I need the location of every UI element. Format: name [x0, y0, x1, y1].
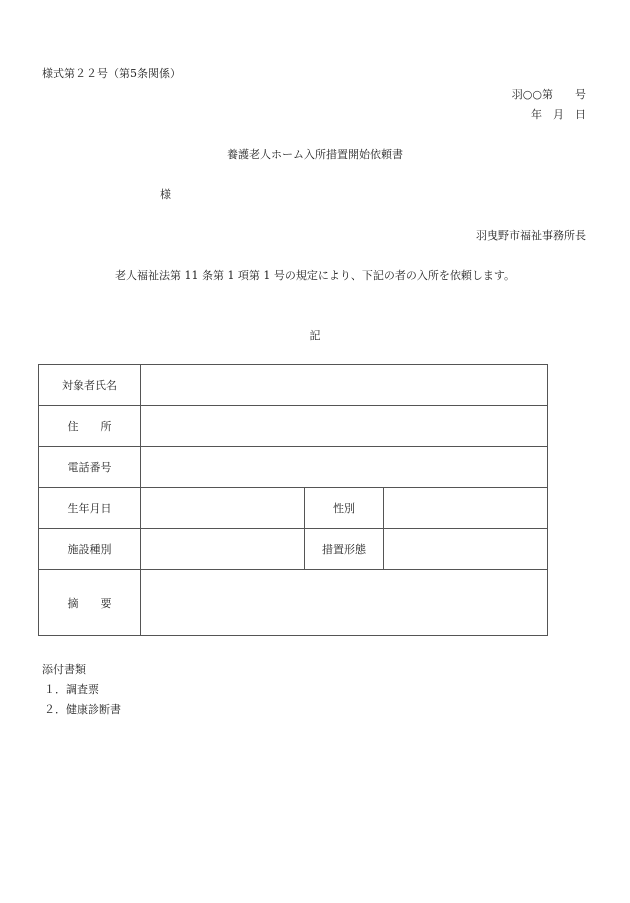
name-label: 対象者氏名 [39, 365, 141, 406]
address-field[interactable] [141, 406, 548, 447]
addressee: 様 [160, 188, 171, 201]
form-number: 様式第２２号（第5条関係） [42, 67, 181, 80]
table-row-name [39, 365, 548, 406]
summary-label: 摘 要 [39, 570, 141, 636]
table-row-summary [39, 570, 548, 636]
body-text: 老人福祉法第 11 条第 1 項第 1 号の規定により、下記の者の入所を依頼します。 [114, 269, 516, 282]
summary-field[interactable] [141, 570, 548, 636]
sex-field[interactable] [384, 488, 548, 529]
birth-field[interactable] [141, 488, 305, 529]
date-line: 年 月 日 [531, 108, 586, 121]
address-label: 住 所 [39, 406, 141, 447]
table-row-facility [39, 529, 548, 570]
table-row-address [39, 406, 548, 447]
measure-form-field[interactable] [384, 529, 548, 570]
sex-label: 性別 [305, 488, 384, 529]
attachments-heading: 添付書類 [42, 663, 86, 676]
attachment-item: ２．健康診断書 [44, 703, 121, 716]
measure-form-label: 措置形態 [305, 529, 384, 570]
issuer: 羽曳野市福祉事務所長 [476, 229, 586, 242]
name-field[interactable] [141, 365, 548, 406]
facility-type-label: 施設種別 [39, 529, 141, 570]
phone-label: 電話番号 [39, 447, 141, 488]
birth-label: 生年月日 [39, 488, 141, 529]
table-row-phone [39, 447, 548, 488]
phone-field[interactable] [141, 447, 548, 488]
facility-type-field[interactable] [141, 529, 305, 570]
table-row-birth [39, 488, 548, 529]
info-table [38, 364, 548, 636]
attachment-item: １．調査票 [44, 683, 99, 696]
document-title: 養護老人ホーム入所措置開始依頼書 [227, 148, 403, 161]
ki-heading: 記 [309, 329, 321, 342]
document-number: 羽○○第 号 [511, 88, 586, 101]
